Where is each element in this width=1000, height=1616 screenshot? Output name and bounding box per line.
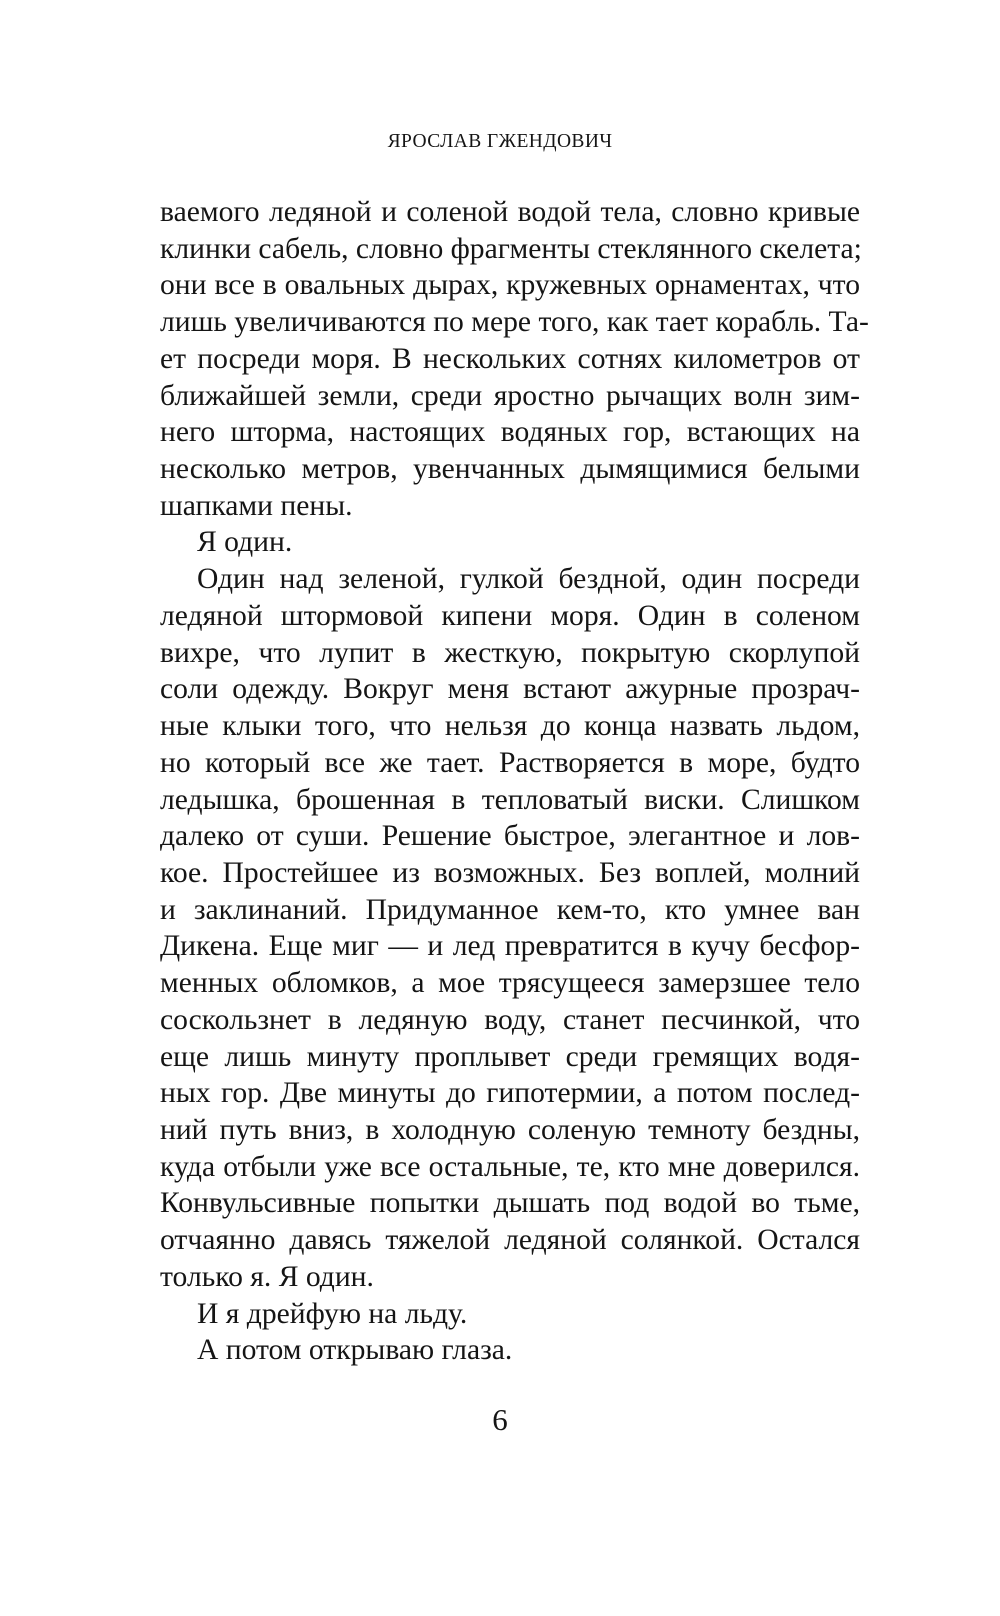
text-line: ных гор. Две минуты до гипотермии, а потом послед- xyxy=(160,1077,860,1110)
text-line: А потом открываю глаза. xyxy=(197,1334,513,1367)
text-line: только я. Я один. xyxy=(160,1260,374,1293)
text-line: Дикена. Еще миг — и лед превратится в кучу бесфор- xyxy=(160,930,860,963)
text-line: ваемого ледяной и соленой водой тела, словно кривые xyxy=(160,196,860,228)
text-line: несколько метров, увенчанных дымящимися белыми xyxy=(160,453,860,486)
text-line: клинки сабель, словно фрагменты стеклянного скелета; xyxy=(160,232,862,265)
text-line: Конвульсивные попытки дышать под водой во тьме, xyxy=(160,1187,860,1220)
text-line: вихре, что лупит в жесткую, покрытую скорлупой xyxy=(160,636,860,669)
text-line: И я дрейфую на льду. xyxy=(197,1297,468,1330)
text-line: Один над зеленой, гулкой бездной, один посреди xyxy=(197,563,860,596)
text-line: Я один. xyxy=(197,526,293,559)
text-line: далеко от суши. Решение быстрое, элегантное и лов- xyxy=(160,820,860,853)
body-text xyxy=(160,194,869,1369)
text-line: но который все же тает. Растворяется в море, будто xyxy=(160,746,860,779)
text-line: соскользнет в ледяную воду, станет песчинкой, что xyxy=(160,1003,860,1036)
text-line: ний путь вниз, в холодную соленую темноту бездны, xyxy=(160,1113,860,1146)
text-line: они все в овальных дырах, кружевных орнаментах, что xyxy=(160,269,860,302)
page-number: 6 xyxy=(492,1402,508,1437)
text-line: ет посреди моря. В нескольких сотнях километров от xyxy=(160,342,860,375)
text-line: кое. Простейшее из возможных. Без воплей, молний xyxy=(160,856,860,889)
text-line: него шторма, настоящих водяных гор, встающих на xyxy=(160,416,860,449)
text-line: и заклинаний. Придуманное кем-то, кто умнее ван xyxy=(160,893,860,926)
text-line: лишь увеличиваются по мере того, как тает корабль. Та- xyxy=(160,306,869,339)
text-line: соли одежду. Вокруг меня встают ажурные прозрач- xyxy=(160,673,860,706)
text-line: ледышка, брошенная в тепловатый виски. Слишком xyxy=(160,783,860,816)
text-line: отчаянно давясь тяжелой ледяной солянкой. Остался xyxy=(160,1224,860,1257)
text-line: еще лишь минуту проплывет среди гремящих водя- xyxy=(160,1040,860,1073)
text-line: ближайшей земли, среди яростно рычащих волн зим- xyxy=(160,379,860,412)
text-line: ные клыки того, что нельзя до конца назвать льдом, xyxy=(160,710,860,743)
text-line: шапками пены. xyxy=(160,489,353,522)
text-line: ледяной штормовой кипени моря. Один в соленом xyxy=(160,599,860,632)
text-line: менных обломков, а мое трясущееся замерзшее тело xyxy=(160,967,860,1000)
running-head: ЯРОСЛАВ ГЖЕНДОВИЧ xyxy=(387,131,613,152)
text-line: куда отбыли уже все остальные, те, кто мне доверился. xyxy=(160,1150,860,1183)
